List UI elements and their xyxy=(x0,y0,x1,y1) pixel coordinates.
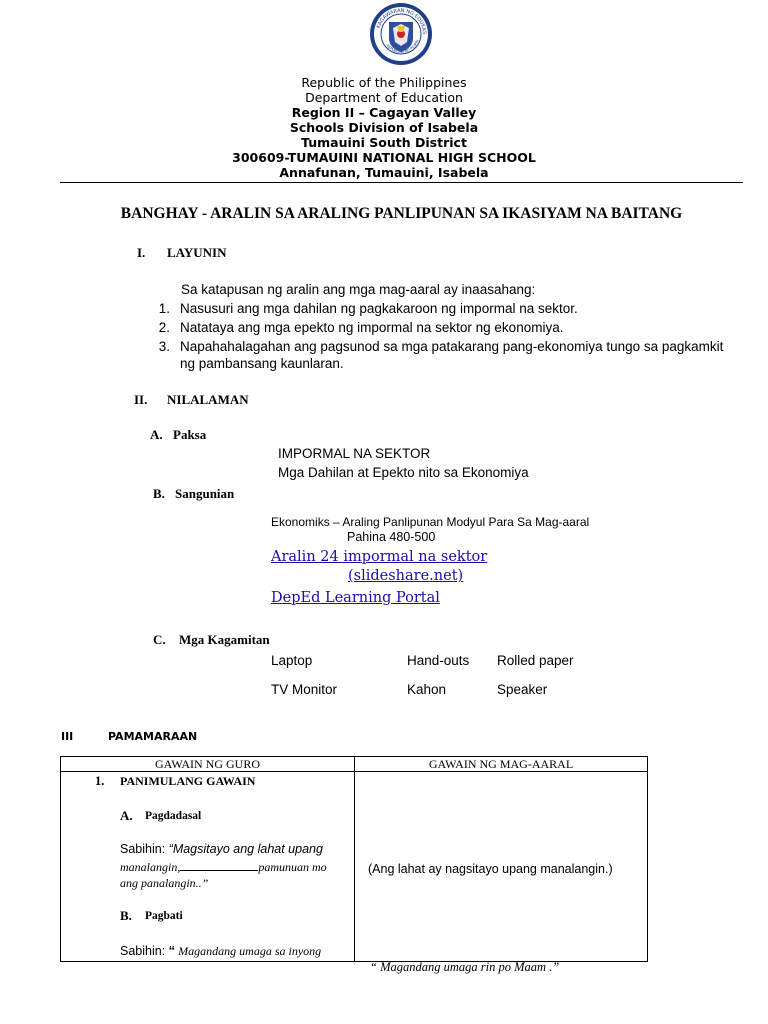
paksa-label: Paksa xyxy=(173,427,207,442)
kagamitan-item: Rolled paper xyxy=(497,653,574,668)
paksa-title: IMPORMAL NA SEKTOR xyxy=(278,446,431,461)
cell-mag-aaral xyxy=(355,772,648,974)
layunin-item-3: Napahahalagahan ang pagsunod sa mga patakarang pang-ekonomiya tungo sa pagkamkit xyxy=(180,339,724,354)
cell-guro xyxy=(61,772,355,962)
pagdadasal-instruction-line3: ang panalangin..” xyxy=(120,876,209,890)
kagamitan-letter: C. xyxy=(153,632,166,647)
kagamitan-item: Speaker xyxy=(497,682,548,697)
kagamitan-item: Kahon xyxy=(407,682,447,697)
header-divider xyxy=(60,182,743,183)
section-heading-layunin: LAYUNIN xyxy=(167,245,227,260)
header-school: 300609-TUMAUINI NATIONAL HIGH SCHOOL xyxy=(232,150,536,165)
pamamaraan-table xyxy=(60,756,648,974)
header-district: Tumauini South District xyxy=(301,135,467,150)
sangunian-book: Ekonomiks – Araling Panlipunan Modyul Para Sa Mag-aaral xyxy=(271,515,590,529)
paksa-letter: A. xyxy=(150,427,163,442)
name-blank xyxy=(180,860,258,871)
col-header-mag-aaral: GAWAIN NG MAG-AARAL xyxy=(355,757,648,772)
sangunian-pages: Pahina 480-500 xyxy=(347,530,436,544)
sangunian-letter: B. xyxy=(153,486,165,501)
paksa-subtitle: Mga Dahilan at Epekto nito sa Ekonomiya xyxy=(278,465,529,480)
layunin-num-2: 2. xyxy=(158,320,170,335)
section-num-pamamaraan: III xyxy=(61,730,74,743)
pagdadasal-response: (Ang lahat ay nagsitayo upang manalangin.) xyxy=(368,862,613,876)
header-republic: Republic of the Philippines xyxy=(301,75,467,90)
svg-text:KAGAWARAN NG EDUKASYON: KAGAWARAN NG EDUKAS xyxy=(375,7,428,35)
pagbati-label: Pagbati xyxy=(145,910,183,922)
pagbati-response: “ Magandang umaga rin po Maam .” xyxy=(370,960,560,974)
pagbati-letter: B. xyxy=(120,908,132,923)
header-address: Annafunan, Tumauini, Isabela xyxy=(279,165,489,180)
pagdadasal-letter: A. xyxy=(120,808,133,823)
col-header-guro: GAWAIN NG GURO xyxy=(61,757,355,772)
layunin-num-1: 1. xyxy=(158,301,170,316)
layunin-item-2: Natataya ang mga epekto ng impormal na sektor ng ekonomiya. xyxy=(180,320,564,335)
kagamitan-item: TV Monitor xyxy=(271,682,338,697)
kagamitan-item: Laptop xyxy=(271,653,313,668)
section-num-layunin: I. xyxy=(137,245,146,260)
layunin-intro: Sa katapusan ng aralin ang mga mag-aaral ay inaasahang: xyxy=(181,282,536,297)
layunin-item-3-cont: ng pambansang kaunlaran. xyxy=(180,356,344,371)
panimula-num: 1. xyxy=(95,774,105,788)
section-heading-nilalaman: NILALAMAN xyxy=(167,392,249,407)
sangunian-link-deped-portal[interactable]: DepEd Learning Portal xyxy=(271,590,440,606)
header-department: Department of Education xyxy=(305,90,463,105)
pagdadasal-instruction-line2: manalangin, pamunuan mo xyxy=(120,860,327,874)
header-region: Region II – Cagayan Valley xyxy=(291,105,477,120)
pagdadasal-instruction: Sabihin: “Magsitayo ang lahat upang xyxy=(120,842,323,856)
layunin-num-3: 3. xyxy=(158,339,170,354)
pagbati-instruction: Sabihin: “ Magandang umaga sa inyong xyxy=(120,943,322,958)
sangunian-link-slideshare-domain[interactable]: (slideshare.net) xyxy=(348,568,464,584)
section-heading-pamamaraan: PAMAMARAAN xyxy=(108,730,198,743)
kagamitan-item: Hand-outs xyxy=(407,653,470,668)
kagamitan-label: Mga Kagamitan xyxy=(179,632,270,647)
svg-text:REPUBLIKA NG PILIPINAS: REPUBLIKA NG PILIPIN xyxy=(385,39,420,54)
pagdadasal-label: Pagdadasal xyxy=(145,810,202,822)
sangunian-link-slideshare[interactable]: Aralin 24 impormal na sektor xyxy=(271,549,488,565)
section-num-nilalaman: II. xyxy=(134,392,148,407)
panimula-heading: PANIMULANG GAWAIN xyxy=(120,774,256,788)
document-title: BANGHAY - ARALIN SA ARALING PANLIPUNAN SA IKASIYAM NA BAITANG xyxy=(120,205,683,222)
header-division: Schools Division of Isabela xyxy=(289,120,479,135)
layunin-item-1: Nasusuri ang mga dahilan ng pagkakaroon ng impormal na sektor. xyxy=(180,301,578,316)
deped-seal-icon xyxy=(369,2,433,66)
sangunian-label: Sangunian xyxy=(175,486,235,501)
